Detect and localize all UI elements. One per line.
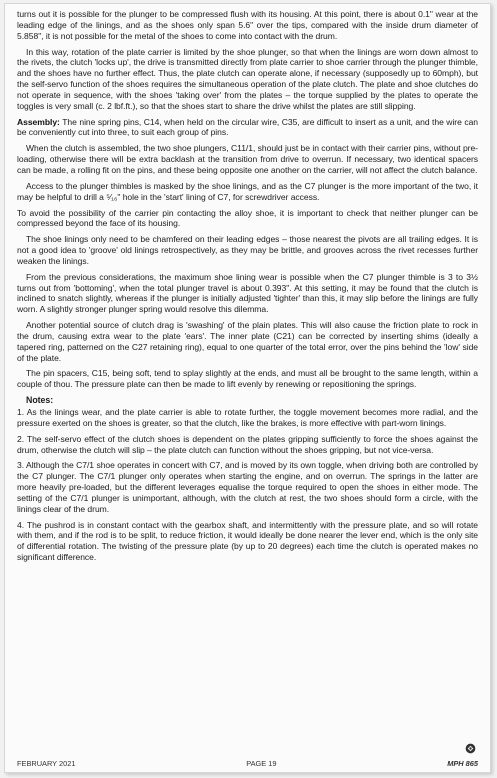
notes-heading: Notes: (26, 395, 54, 406)
end-of-article-icon (465, 743, 476, 754)
note-item: 4. The pushrod is in constant contact with the gearbox shaft, and intermittently with the pressure plate, and so will rotate with them, and if the rod is to be split, to reduce friction, it would ideally be done nearer the lever end, which is the only site of differential rotation. The twisting of the pressure plate (by up to 20 degrees) each time the clutch is operated makes no significant difference. (17, 519, 478, 563)
paragraph: Access to the plunger thimbles is masked by the shoe linings, and as the C7 plunger is the more important of the two, it may be helpful to drill a ⁵⁄₁₆" hole in the 'start' lining of C7, for screwdriver access. (17, 180, 478, 202)
footer-date: FEBRUARY 2021 (17, 758, 76, 768)
note-item: 1. As the linings wear, and the plate carrier is able to rotate further, the toggle movement becomes more radial, and the pressure exerted on the shoes is greater, so that the clutch, like the brakes, is more effective with part-worn linings. (17, 407, 478, 428)
footer-page-number: PAGE 19 (246, 758, 277, 768)
page-footer (17, 757, 478, 769)
paragraph: From the previous considerations, the maximum shoe lining wear is possible when the C7 plunger thimble is 3 to 3½ turns out from 'bottoming', when the total plunger travel is about 0.393". At this setting, it may be found that the clutch is inclined to snatch slightly, whereas if the plunger is initially adjusted 'tighter' than this, it may slip before the linings are fully worn. A slightly stronger plunger spring would resolve this dilemma. (17, 271, 478, 315)
paragraph: The pin spacers, C15, being soft, tend to splay slightly at the ends, and must all be brought to the same length, within a couple of thou. The pressure plate can then be made to lift evenly by renewing or repositioning the springs. (17, 368, 478, 390)
paragraph: turns out it is possible for the plunger to be compressed flush with its housing. At this point, there is about 0.1" wear at the leading edge of the linings, and as the shoes only span 5.6" over the tips, compared with the inside drum diameter of 5.858", it is not possible for the metal of the shoes to come into contact with the drum. (17, 9, 478, 41)
assembly-label: Assembly: (17, 116, 60, 127)
assembly-paragraph (17, 117, 478, 139)
paragraph: Another potential source of clutch drag is 'swashing' of the plain plates. This will also cause the friction plate to rock in the drum, causing extra wear to the plate 'ears'. The inner plate (C21) can be corrected by inserting shims (ideally a tapered ring, patterned on the C27 retaining ring), equal to one quarter of the total error, over the pins behind the 'low' side of the plate. (17, 320, 478, 363)
article-body (17, 9, 478, 563)
paragraph: To avoid the possibility of the carrier pin contacting the alloy shoe, it is important to check that neither plunger can be compressed beyond the face of its housing. (17, 207, 478, 229)
document-page (4, 3, 491, 773)
note-item: 3. Although the C7/1 shoe operates in concert with C7, and is moved by its own toggle, when driving both are controlled by the C7 plunger. The C7/1 plunger only operates when starting the engine, and on overrun. The springs in the latter are more heavily pre-loaded, but the different leverages equalise the torque required to open the shoes in either mode. The setting of the C7/1 plunger is unimportant, although, with the clutch at rest, the two shoes should form a circle, with the linings clear of the drum. (17, 460, 478, 514)
paragraph: The shoe linings only need to be chamfered on their leading edges – those nearest the pivots are all trailing edges. It is not a good idea to 'groove' old linings retrospectively, as they may be brittle, and grooves across the rivet recesses further weaken the linings. (17, 234, 478, 266)
footer-issue: MPH 865 (447, 758, 478, 768)
assembly-text: The nine spring pins, C14, when held on the circular wire, C35, are difficult to insert as a unit, and the wire can be conveniently cut into three, to suit each group of pins. (17, 116, 478, 138)
note-item: 2. The self-servo effect of the clutch shoes is dependent on the plates gripping sufficiently to force the shoes against the drum, otherwise the clutch will slip – the plate clutch can function without the shoes gripping, but not vice-versa. (17, 433, 478, 455)
paragraph: In this way, rotation of the plate carrier is limited by the shoe plunger, so that when the linings are worn down almost to the rivets, the clutch 'locks up', the drive is transmitted directly from plate carrier to shoe carrier through the plunger thimble, and the shoes have no further effect. Thus, the plate clutch can operate alone, if necessary (supposedly up to 60mph), but the self-servo function of the shoes requires the simultaneous operation of the plate clutch. The plate and shoe clutches do not operate in sequence, with the shoes 'taking over' from the plates – the torque supplied by the plates to operate the toggles is very small (c. 2 lbf.ft.), so that the shoes start to share the drive whilst the plates are still slipping. (17, 46, 478, 111)
paragraph: When the clutch is assembled, the two shoe plungers, C11/1, should just be in contact with their carrier pins, without pre-loading, otherwise there will be extra backlash at the transition from drive to overrun. If necessary, two identical spacers can be made, a rolling fit on the pins, and these being opposite one another on the carrier, will not affect the clutch balance. (17, 143, 478, 175)
